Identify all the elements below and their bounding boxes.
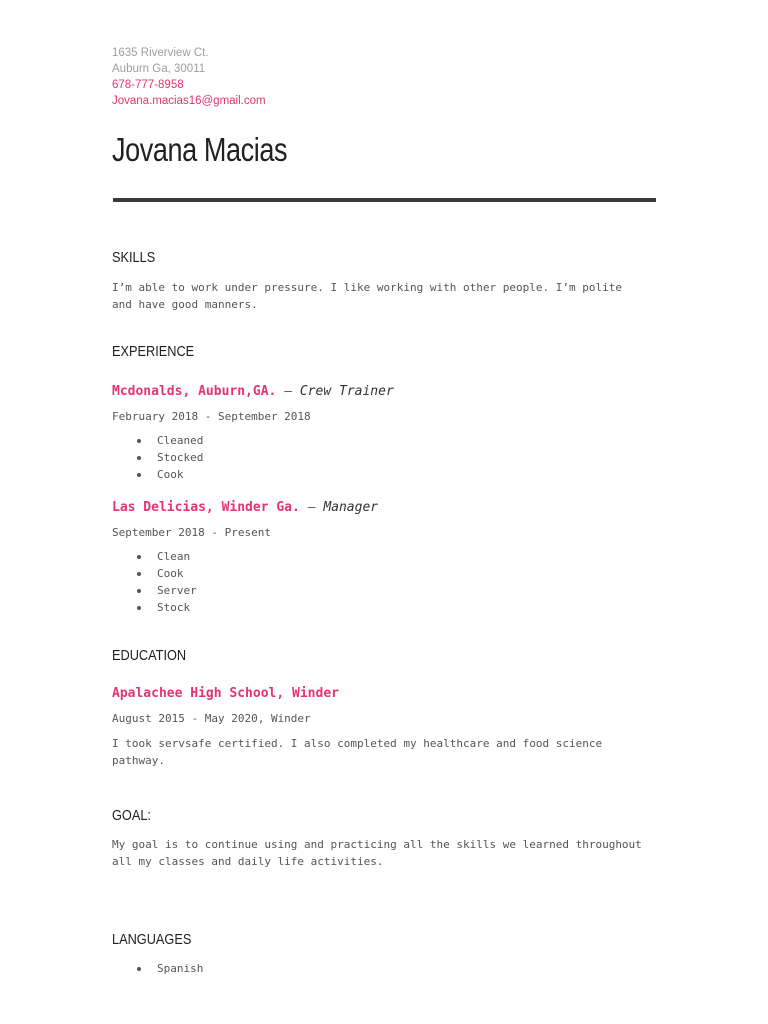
goal-line-2: all my classes and daily life activities. bbox=[112, 855, 384, 868]
education-heading: EDUCATION bbox=[112, 647, 187, 664]
goal-line-1: My goal is to continue using and practicing all the skills we learned throughout bbox=[112, 838, 642, 851]
job-duties-list bbox=[112, 432, 203, 483]
address-line-2: Auburn Ga, 30011 bbox=[112, 63, 206, 75]
job-dates: February 2018 - September 2018 bbox=[112, 410, 311, 423]
job-title-line bbox=[112, 384, 394, 399]
job-separator: — bbox=[284, 384, 293, 399]
skills-line-1: I’m able to work under pressure. I like working with other people. I’m polite bbox=[112, 281, 622, 294]
address-line-1: 1635 Riverview Ct. bbox=[112, 47, 209, 59]
header-divider bbox=[113, 198, 656, 202]
list-item: Stocked bbox=[112, 449, 203, 466]
candidate-name: Jovana Macias bbox=[112, 131, 288, 168]
goal-heading: GOAL: bbox=[112, 807, 151, 824]
goal-text bbox=[112, 836, 642, 870]
languages-list bbox=[112, 960, 203, 977]
job-role: Manager bbox=[323, 500, 379, 515]
list-item: Server bbox=[112, 582, 197, 599]
education-line-2: pathway. bbox=[112, 754, 165, 767]
experience-heading: EXPERIENCE bbox=[112, 343, 195, 360]
education-dates: August 2015 - May 2020, Winder bbox=[112, 712, 311, 725]
job-role: Crew Trainer bbox=[299, 384, 394, 399]
job-organization: Mcdonalds, Auburn,GA. bbox=[112, 384, 277, 399]
education-line-1: I took servsafe certified. I also completed my healthcare and food science bbox=[112, 737, 603, 750]
list-item: Stock bbox=[112, 599, 197, 616]
job-separator: — bbox=[307, 500, 316, 515]
skills-line-2: and have good manners. bbox=[112, 298, 258, 311]
job-dates: September 2018 - Present bbox=[112, 526, 271, 539]
education-text bbox=[112, 735, 602, 769]
list-item: Cook bbox=[112, 565, 197, 582]
skills-text bbox=[112, 279, 622, 313]
list-item: Clean bbox=[112, 548, 197, 565]
school-name: Apalachee High School, Winder bbox=[112, 686, 339, 701]
list-item: Cook bbox=[112, 466, 203, 483]
phone-number[interactable]: 678-777-8958 bbox=[112, 79, 184, 91]
skills-heading: SKILLS bbox=[112, 249, 156, 266]
list-item: Spanish bbox=[112, 960, 203, 977]
email-link[interactable]: Jovana.macias16@gmail.com bbox=[112, 95, 266, 107]
languages-heading: LANGUAGES bbox=[112, 931, 192, 948]
job-organization: Las Delicias, Winder Ga. bbox=[112, 500, 300, 515]
contact-block bbox=[112, 45, 266, 109]
list-item: Cleaned bbox=[112, 432, 203, 449]
job-title-line bbox=[112, 500, 378, 515]
job-duties-list bbox=[112, 548, 197, 616]
school-name-line bbox=[112, 686, 339, 701]
